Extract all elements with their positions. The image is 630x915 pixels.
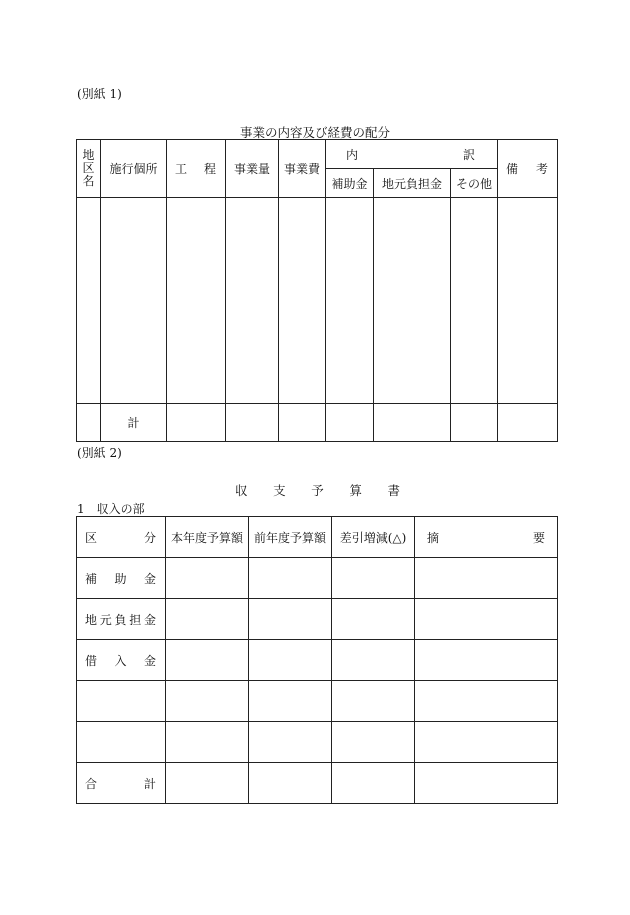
- body-row: [77, 198, 558, 404]
- header-row-1: [77, 140, 558, 169]
- total-label: 計: [101, 404, 167, 442]
- row-label-subsidy: 補 助 金: [77, 558, 166, 599]
- cell: [498, 404, 558, 442]
- cell: [451, 404, 498, 442]
- process-header: 工 程: [167, 140, 226, 198]
- local-share-header: 地元負担金: [374, 169, 451, 198]
- quantity-header: 事業量: [226, 140, 279, 198]
- cell: [249, 681, 332, 722]
- breakdown-header: 内 訳: [326, 140, 498, 169]
- cell: [249, 763, 332, 804]
- current-year-header: 本年度予算額: [166, 517, 249, 558]
- row-label-loan: 借 入 金: [77, 640, 166, 681]
- cell: [332, 558, 415, 599]
- annex1-label: (別紙 1): [77, 87, 122, 101]
- table-row: [77, 599, 558, 640]
- subsidy-header: 補助金: [326, 169, 374, 198]
- expense-allocation-table: [76, 139, 558, 442]
- cell: [415, 722, 558, 763]
- table-row: [77, 558, 558, 599]
- row-label-total: 合 計: [77, 763, 166, 804]
- cell: [326, 404, 374, 442]
- cell: [415, 558, 558, 599]
- cell: [415, 681, 558, 722]
- header-row: [77, 517, 558, 558]
- cell: [167, 198, 226, 404]
- cell: [77, 198, 101, 404]
- cell: [249, 722, 332, 763]
- cell: [326, 198, 374, 404]
- difference-header: 差引増減(△): [332, 517, 415, 558]
- other-header: その他: [451, 169, 498, 198]
- cell: [332, 681, 415, 722]
- annex1-title: 事業の内容及び経費の配分: [239, 125, 390, 140]
- cell: [498, 198, 558, 404]
- cell: [77, 404, 101, 442]
- annex2-label: (別紙 2): [77, 446, 122, 460]
- total-row: [77, 763, 558, 804]
- summary-header: 摘 要: [415, 517, 558, 558]
- table-row: [77, 640, 558, 681]
- cell: [415, 763, 558, 804]
- cell: [374, 198, 451, 404]
- cell: [249, 599, 332, 640]
- category-header: 区 分: [77, 517, 166, 558]
- annex2-title: 収 支 予 算 書: [235, 483, 400, 498]
- previous-year-header: 前年度予算額: [249, 517, 332, 558]
- cell: [332, 640, 415, 681]
- cell: [279, 404, 326, 442]
- cell: [77, 681, 166, 722]
- cell: [101, 198, 167, 404]
- cell: [332, 599, 415, 640]
- cell: [166, 640, 249, 681]
- total-row: [77, 404, 558, 442]
- table-row: [77, 722, 558, 763]
- cell: [77, 722, 166, 763]
- cell: [226, 198, 279, 404]
- cell: [374, 404, 451, 442]
- cell: [332, 722, 415, 763]
- cell: [166, 558, 249, 599]
- cell: [415, 599, 558, 640]
- cell: [451, 198, 498, 404]
- income-budget-table: [76, 516, 558, 804]
- cell: [166, 763, 249, 804]
- cell: [167, 404, 226, 442]
- location-header: 施行個所: [101, 140, 167, 198]
- cell: [166, 722, 249, 763]
- cell: [226, 404, 279, 442]
- cell: [166, 681, 249, 722]
- income-section-title: 1 収入の部: [77, 502, 145, 516]
- cell: [332, 763, 415, 804]
- district-header: 地区名: [77, 140, 101, 198]
- remarks-header: 備 考: [498, 140, 558, 198]
- cell: [415, 640, 558, 681]
- cell: [249, 558, 332, 599]
- cell: [249, 640, 332, 681]
- row-label-local-share: 地 元 負 担 金: [77, 599, 166, 640]
- cell: [166, 599, 249, 640]
- table-row: [77, 681, 558, 722]
- cost-header: 事業費: [279, 140, 326, 198]
- cell: [279, 198, 326, 404]
